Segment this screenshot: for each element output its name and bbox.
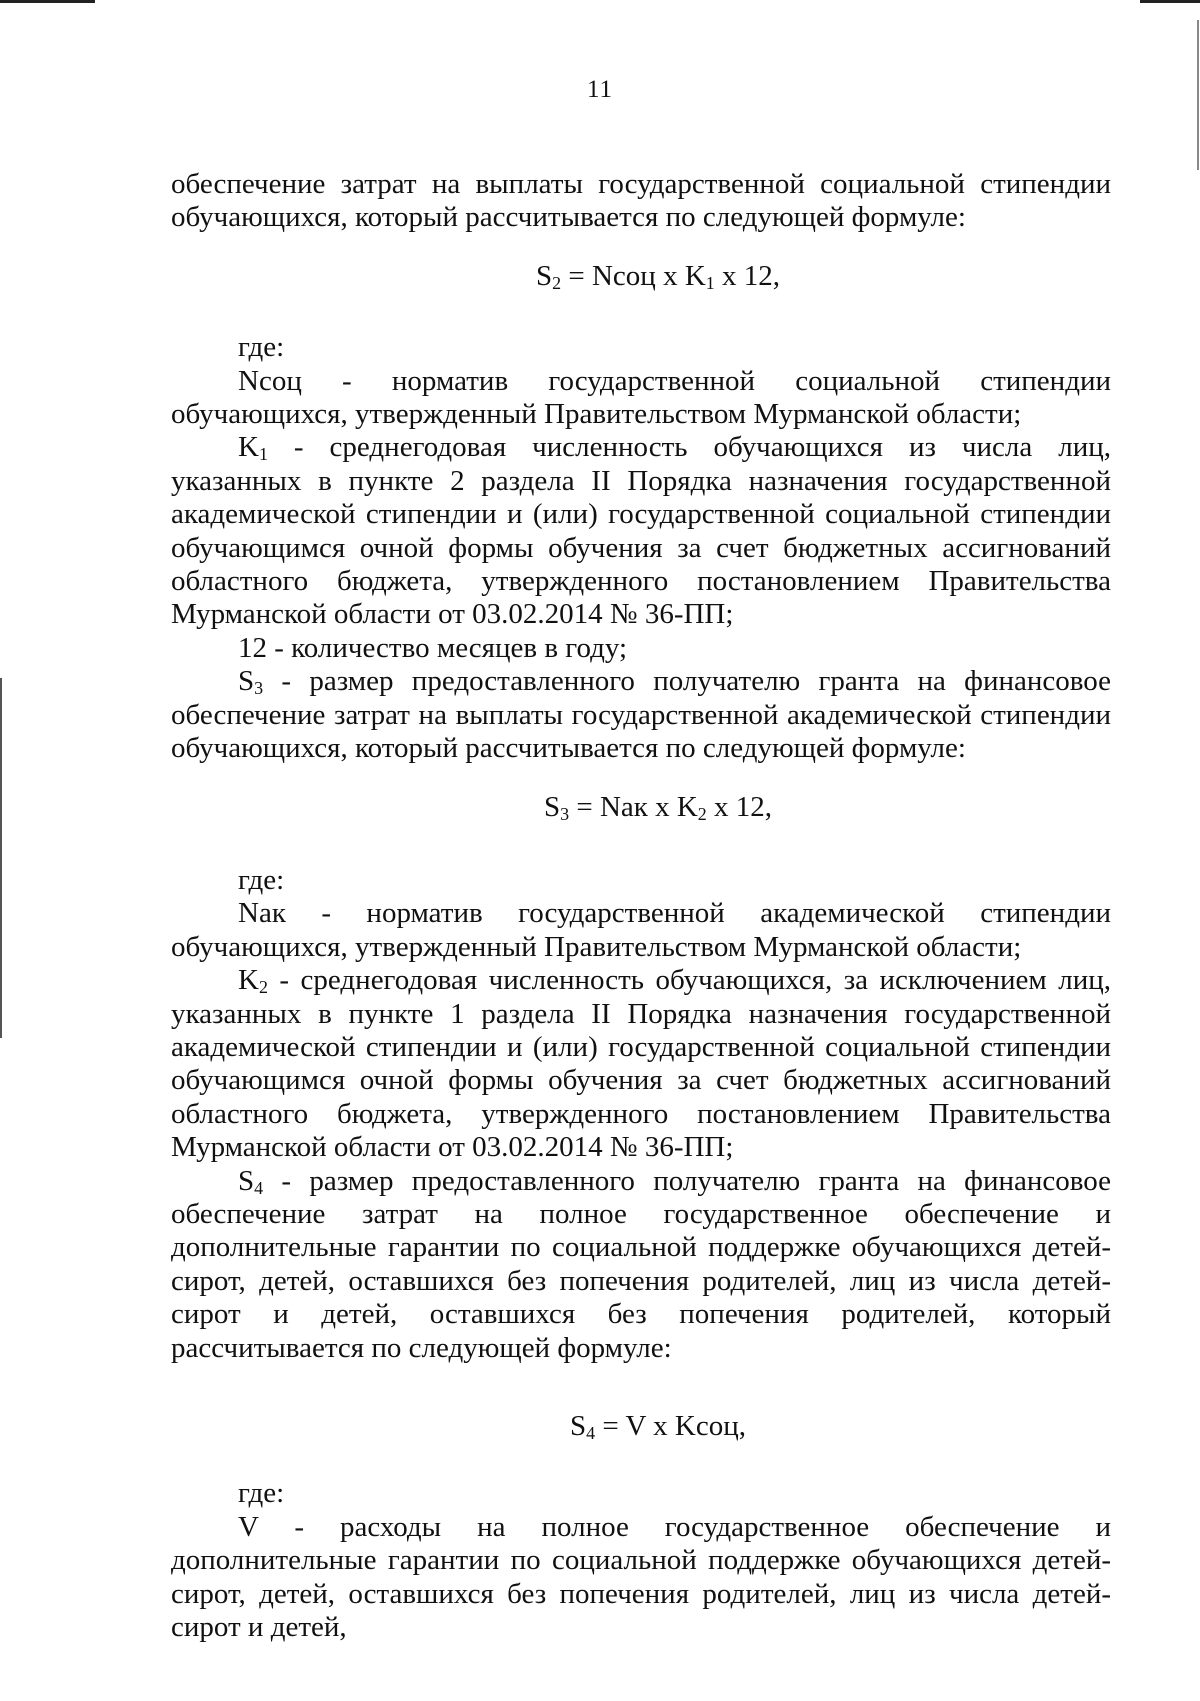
definition-12: 12 - количество месяцев в году; <box>238 631 628 664</box>
definition-nsoc: Nсоц - норматив государственной социальной стипендии обучающихся, утвержденный Правительством Мурманской области; <box>171 364 1111 431</box>
formula-s2: $S_2$ = Nсоц х $K_1$ х 12, <box>536 259 780 293</box>
definition-nak: Nак - норматив государственной академической стипендии обучающихся, утвержденный Правительством Мурманской области; <box>171 897 1111 963</box>
page-number: 11 <box>586 76 614 103</box>
definition-s4: $S_4$ - размер предоставленного получателю гранта на финансовое обеспечение затрат на полное государственное обеспечение и дополнительные гарантии по социальной поддержке обучающихся детей-сирот, детей, оставшихся без попечения родителей, лиц из числа детей-сирот и детей, оставшихся без попечения родителей, который рассчитывается по следующей формуле: <box>171 1164 1111 1364</box>
intro-paragraph: обеспечение затрат на выплаты государственной социальной стипендии обучающихся, который рассчитывается по следующей формуле: <box>171 168 1111 234</box>
formula-s4: $S_4 = V$ х Kсоц, <box>570 1410 746 1443</box>
where-label: где: <box>238 1477 285 1510</box>
definition-k2: $K_2$ - среднегодовая численность обучающихся, за исключением лиц, указанных в пункте 1 раздела II Порядка назначения государственной академической стипендии и (или) государственной социальной стипендии обучающимся очной формы обучения за счет бюджетных ассигнований областного бюджета, утвержденного постановлением Правительства Мурманской области от 03.02.2014 № 36-ПП; <box>171 964 1111 1164</box>
definition-k1: $K_1$ - среднегодовая численность обучающихся из числа лиц, указанных в пункте 2 раздела II Порядка назначения государственной академической стипендии и (или) государственной социальной стипендии обучающимся очной формы обучения за счет бюджетных ассигнований областного бюджета, утвержденного постановлением Правительства Мурманской области от 03.02.2014 № 36-ПП; <box>171 431 1111 631</box>
where-label: где: <box>238 863 285 896</box>
formula-s3: $S_3$ = Nак х $K_2$ х 12, <box>543 790 773 824</box>
definition-v: V - расходы на полное государственное обеспечение и дополнительные гарантии по социальной поддержке обучающихся детей-сирот, детей, оставшихся без попечения родителей, лиц из числа детей-сирот и детей, <box>171 1510 1111 1644</box>
scan-mark-left-edge <box>0 678 2 1038</box>
scan-mark-top-right <box>1140 0 1200 3</box>
scan-mark-top-left <box>0 0 95 3</box>
document-body <box>171 168 1111 1644</box>
where-label: где: <box>238 331 285 364</box>
definition-s3: $S_3$ - размер предоставленного получателю гранта на финансовое обеспечение затрат на выплаты государственной академической стипендии обучающихся, который рассчитывается по следующей формуле: <box>171 665 1111 765</box>
